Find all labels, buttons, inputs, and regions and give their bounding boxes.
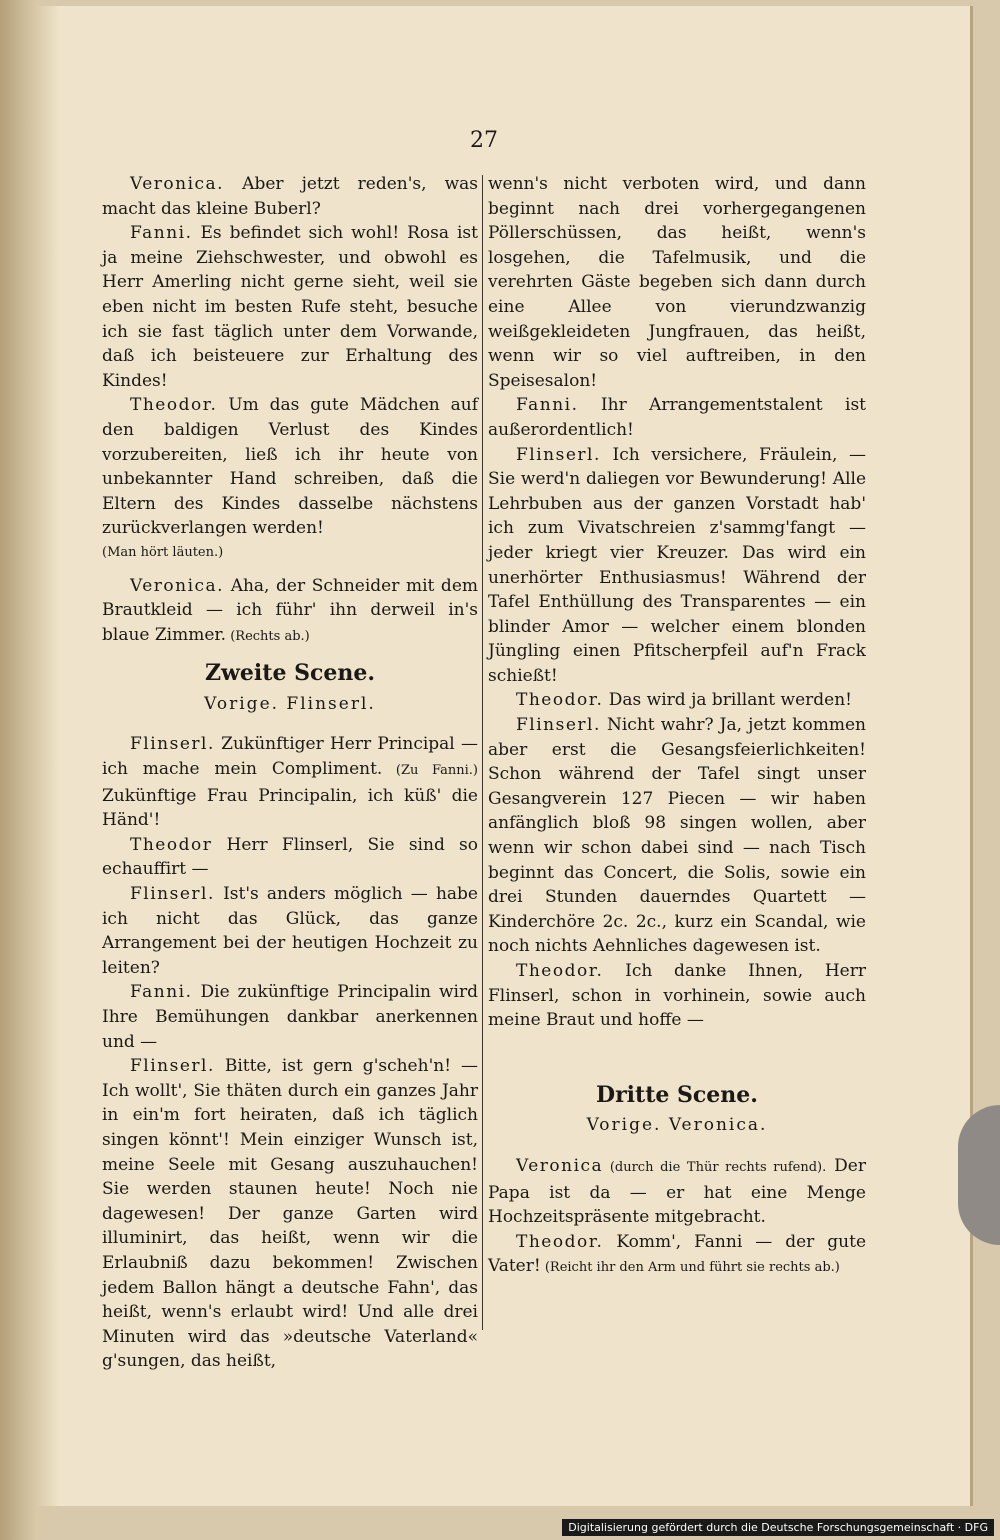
speaker-name: Veronica.: [130, 575, 225, 596]
speaker-name: Flinserl.: [130, 1056, 215, 1077]
speech-text: Aha, der Schneider mit dem Brautkleid — ich führ' ihn derweil in's blaue Zimmer.: [102, 575, 478, 645]
speech-text: Ist's anders möglich — habe ich nicht das Glück, das ganze Arrangement bei der heutigen Hochzeit zu leiten?: [102, 884, 478, 978]
stage-direction: (Zu Fanni.): [382, 763, 478, 779]
speech-text: Die zukünftige Principalin wird Ihre Bemühungen dankbar anerkennen und —: [102, 982, 478, 1052]
paragraph: [102, 574, 478, 650]
speech-text: Es befindet sich wohl! Rosa ist ja meine Ziehschwester, und obwohl es Herr Amerling nicht gerne sieht, weil sie eben nicht im besten Rufe steht, besuche ich sie fast täglich unter dem Vorwande, daß ich beisteuere zur Erhaltung des Kindes!: [102, 223, 478, 391]
speaker-name: Theodor.: [516, 1231, 604, 1252]
speaker-name: Flinserl.: [516, 444, 601, 465]
speaker-name: Theodor.: [516, 690, 604, 711]
paragraph: [102, 882, 478, 980]
paragraph: [102, 221, 478, 393]
speech-text: Zukünftige Frau Principalin, ich küß' die Händ'!: [102, 785, 478, 831]
stage-direction: (Reicht ihr den Arm und führt sie rechts ab.): [540, 1260, 840, 1276]
digitization-credit: Digitalisierung gefördert durch die Deutsche Forschungsgemeinschaft · DFG: [562, 1519, 994, 1536]
paragraph: [102, 732, 478, 832]
speaker-name: Theodor: [130, 834, 213, 855]
paragraph: wenn's nicht verboten wird, und dann beginnt nach drei vorhergegangenen Pöllerschüssen, das heißt, wenn's losgehen, die Tafelmusik, und die verehrten Gäste begeben sich dann durch eine Allee von vierundzwanzig weißgekleideten Jungfrauen, das heißt, wenn wir so viel auftreiben, in den Speisesalon!: [488, 174, 866, 391]
scene-cast: Vorige. Flinserl.: [204, 693, 376, 714]
speech-text: Zukünftiger Herr Principal — ich mache mein Compliment.: [102, 734, 478, 780]
spine-shadow: [0, 0, 60, 1540]
scanner-tab: [958, 1105, 1000, 1245]
speech-text: Ich versichere, Fräulein, — Sie werd'n daliegen vor Bewunderung! Alle Lehrbuben aus der ganzen Vorstadt hab' ich zum Vivatschreien z'sammg'fangt — jeder kriegt vier Kreuzer. Das wird ein unerhörter Enthusiasmus! Während der Tafel Enthüllung des Transparentes — ein blinder Amor — welcher einem blonden Jüngling einen Pfitscherpfeil auf'n Frack schießt!: [488, 444, 866, 686]
paragraph: [488, 1230, 866, 1281]
speaker-name: Flinserl.: [516, 715, 601, 736]
stage-direction: (Rechts ab.): [226, 628, 310, 644]
scene-heading: Zweite Scene.: [204, 660, 376, 687]
speech-text: Ihr Arrangementstalent ist außerordentlich!: [488, 395, 866, 440]
speaker-name: Veronica: [516, 1155, 604, 1176]
paragraph: [102, 980, 478, 1054]
scene-cast: Vorige. Veronica.: [586, 1115, 768, 1136]
speech-text: Ich danke Ihnen, Herr Flinserl, schon in vorhinein, sowie auch meine Braut und hoffe —: [488, 961, 866, 1031]
paragraph: [488, 1154, 866, 1230]
speech-text: Bitte, ist gern g'scheh'n! — Ich wollt', Sie thäten durch ein ganzes Jahr in ein'm fort heiraten, daß ich täglich singen könnt'! Mein einziger Wunsch ist, meine Seele mit Gesang auszuhauchen! Sie werden staunen heute! Noch nie dagewesen! Der ganze Garten wird illuminirt, das heißt, wenn wir die Erlaubniß dazu bekommen! Zwischen jedem Ballon hängt a deutsche Fahn', das heißt, wenn's erlaubt wird! Und alle drei Minuten wird das »deutsche Vaterland« g'sungen, das heißt,: [102, 1056, 478, 1372]
paragraph: [488, 713, 866, 959]
paragraph: [102, 833, 478, 882]
stage-direction: (durch die Thür rechts rufend).: [603, 1159, 827, 1175]
speaker-name: Theodor.: [130, 395, 218, 416]
speech-text: Das wird ja brillant werden!: [603, 690, 852, 711]
speech-text: Komm', Fanni — der gute Vater!: [488, 1231, 866, 1277]
speaker-name: Veronica.: [130, 174, 225, 194]
speaker-name: Flinserl.: [130, 884, 215, 905]
speech-text: Um das gute Mädchen auf den baldigen Verlust des Kindes vorzubereiten, ließ ich ihr heute von unbekannter Hand schreiben, daß die Eltern des Kindes dasselbe nächstens zurückverlangen werden!: [102, 395, 478, 539]
left-column: [102, 172, 478, 1374]
speech-text: Der Papa ist da — er hat eine Menge Hochzeitspräsente mitgebracht.: [488, 1155, 866, 1228]
right-column: [488, 172, 866, 1281]
page-number: 27: [470, 128, 498, 153]
paragraph: [102, 393, 478, 541]
paragraph: [488, 688, 866, 713]
scene-heading: Dritte Scene.: [596, 1081, 758, 1108]
speaker-name: Theodor.: [516, 961, 604, 981]
paragraph: [488, 959, 866, 1033]
speaker-name: Fanni.: [130, 223, 193, 244]
paragraph: [488, 443, 866, 689]
speaker-name: Fanni.: [516, 395, 579, 416]
paragraph: [102, 1054, 478, 1374]
speaker-name: Flinserl.: [130, 734, 215, 755]
paragraph: [102, 172, 478, 221]
speech-text: Nicht wahr? Ja, jetzt kommen aber erst die Gesangsfeierlichkeiten! Schon während der Tafel singt unser Gesangverein 127 Piecen — wir haben anfänglich bloß 98 singen wollen, aber wenn wir schon dabei sind — nach Tisch beginnt das Concert, die Solis, sowie ein drei Stunden dauerndes Quartett — Kinderchöre 2c. 2c., kurz ein Scandal, wie noch nichts Aehnliches dagewesen ist.: [488, 715, 866, 957]
speaker-name: Fanni.: [130, 982, 193, 1003]
speech-text: Herr Flinserl, Sie sind so echauffirt —: [102, 834, 478, 880]
paragraph: [488, 393, 866, 442]
speech-text: Aber jetzt reden's, was macht das kleine Buberl?: [102, 174, 478, 219]
stage-direction: (Man hört läuten.): [102, 544, 224, 560]
column-divider: [482, 175, 483, 1330]
